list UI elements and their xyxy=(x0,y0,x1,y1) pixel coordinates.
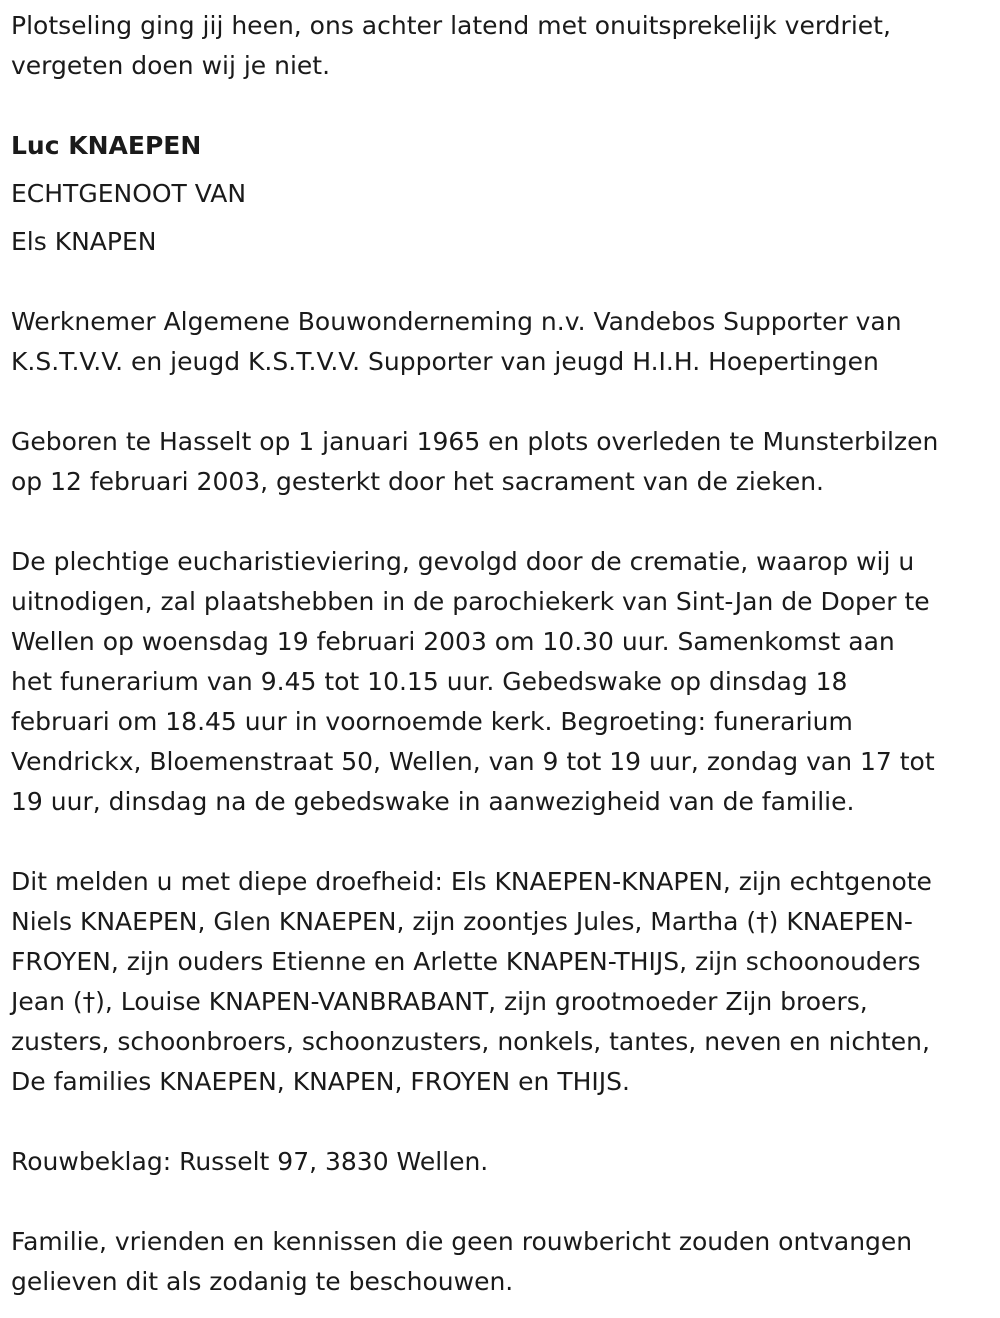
family-line-1: Dit melden u met diepe droefheid: Els KNAEPEN-KNAPEN, zijn echtgenote xyxy=(11,867,932,896)
family-line-4: Jean (†), Louise KNAPEN-VANBRABANT, zijn grootmoeder Zijn broers, xyxy=(11,987,868,1016)
spacer xyxy=(11,1182,985,1222)
occupation-line-1: Werknemer Algemene Bouwonderneming n.v. Vandebos Supporter van xyxy=(11,307,902,336)
ceremony-line-2: uitnodigen, zal plaatshebben in de parochiekerk van Sint-Jan de Doper te xyxy=(11,587,930,616)
birth-death-line-1: Geboren te Hasselt op 1 januari 1965 en plots overleden te Munsterbilzen xyxy=(11,427,939,456)
condolence-address: Rouwbeklag: Russelt 97, 3830 Wellen. xyxy=(11,1147,489,1176)
ceremony-line-7: 19 uur, dinsdag na de gebedswake in aanwezigheid van de familie. xyxy=(11,787,855,816)
family-line-2: Niels KNAEPEN, Glen KNAEPEN, zijn zoontjes Jules, Martha (†) KNAEPEN- xyxy=(11,907,913,936)
spouse-name: Els KNAPEN xyxy=(11,227,157,256)
ceremony-line-4: het funerarium van 9.45 tot 10.15 uur. Gebedswake op dinsdag 18 xyxy=(11,667,848,696)
ceremony-line-3: Wellen op woensdag 19 februari 2003 om 10.30 uur. Samenkomst aan xyxy=(11,627,895,656)
ceremony-paragraph xyxy=(11,542,985,822)
closing-note xyxy=(11,1222,985,1302)
opening-verse xyxy=(11,6,985,86)
spacer xyxy=(11,502,985,542)
birth-death-line-2: op 12 februari 2003, gesterkt door het sacrament van de zieken. xyxy=(11,467,825,496)
closing-note-line-2: gelieven dit als zodanig te beschouwen. xyxy=(11,1267,514,1296)
deceased-name: Luc KNAEPEN xyxy=(11,131,202,160)
ceremony-line-5: februari om 18.45 uur in voornoemde kerk. Begroeting: funerarium xyxy=(11,707,853,736)
family-paragraph xyxy=(11,862,985,1102)
spacer xyxy=(11,382,985,422)
spacer xyxy=(11,1102,985,1142)
family-line-6: De families KNAEPEN, KNAPEN, FROYEN en THIJS. xyxy=(11,1067,630,1096)
family-line-3: FROYEN, zijn ouders Etienne en Arlette KNAPEN-THIJS, zijn schoonouders xyxy=(11,947,921,976)
occupation-paragraph xyxy=(11,302,985,382)
family-line-5: zusters, schoonbroers, schoonzusters, nonkels, tantes, neven en nichten, xyxy=(11,1027,930,1056)
occupation-line-2: K.S.T.V.V. en jeugd K.S.T.V.V. Supporter van jeugd H.I.H. Hoepertingen xyxy=(11,347,879,376)
spacer xyxy=(11,262,985,302)
opening-verse-line-1: Plotseling ging jij heen, ons achter latend met onuitsprekelijk verdriet, xyxy=(11,11,891,40)
spacer xyxy=(11,86,985,126)
relation-label: ECHTGENOOT VAN xyxy=(11,179,247,208)
spacer xyxy=(11,822,985,862)
ceremony-line-6: Vendrickx, Bloemenstraat 50, Wellen, van 9 tot 19 uur, zondag van 17 tot xyxy=(11,747,935,776)
opening-verse-line-2: vergeten doen wij je niet. xyxy=(11,51,331,80)
ceremony-line-1: De plechtige eucharistieviering, gevolgd door de crematie, waarop wij u xyxy=(11,547,915,576)
birth-death-paragraph xyxy=(11,422,985,502)
closing-note-line-1: Familie, vrienden en kennissen die geen rouwbericht zouden ontvangen xyxy=(11,1227,913,1256)
